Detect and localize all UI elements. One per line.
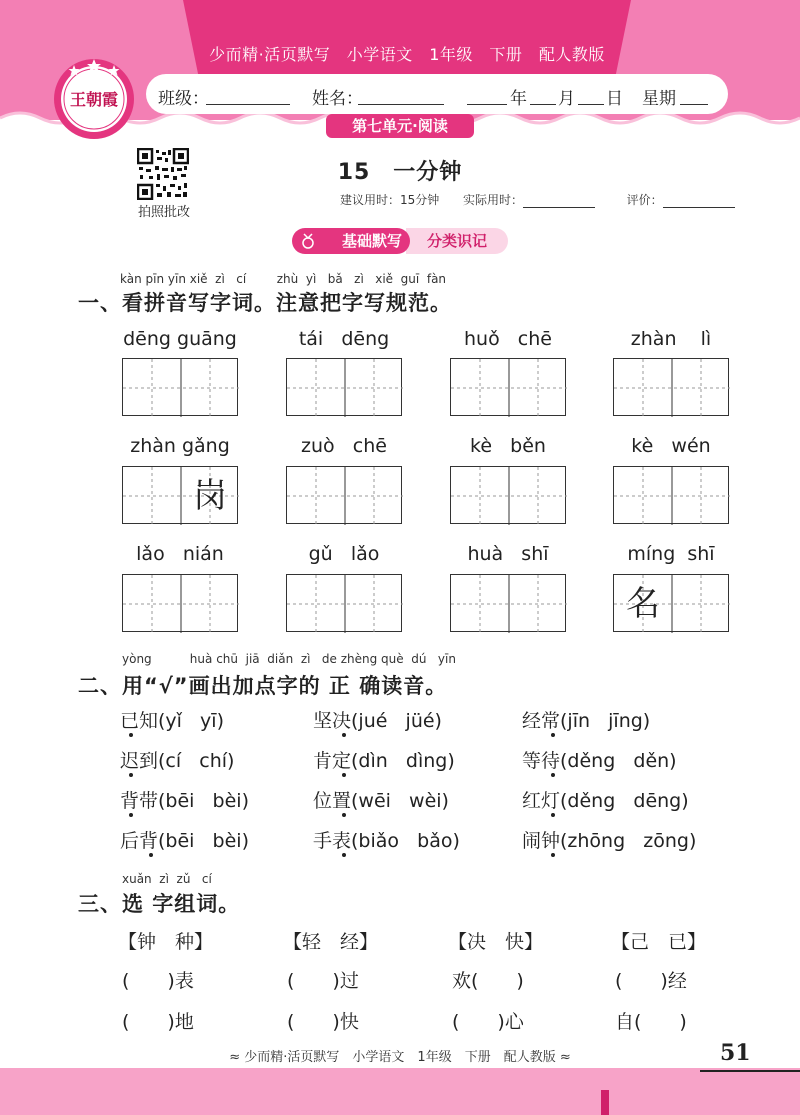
emphasis-dot [551,733,555,737]
footer-bar [0,1068,800,1115]
q1-writing-box[interactable] [122,466,238,524]
q1-box-char [509,467,567,525]
day-label: 日 [606,89,623,109]
unit-tab: 第七单元·阅读 [326,114,474,138]
emphasis-dot [129,733,133,737]
q1-item-pinyin: zhàn lì [630,328,712,350]
timing-row [340,191,735,208]
q2-title: 二、用“√”画出加点字的 正 确读音。 [78,674,448,698]
q1-writing-box[interactable] [286,358,402,416]
emphasis-dot [551,773,555,777]
year-label: 年 [510,89,527,109]
section-tag-left: 基础默写 [292,228,410,254]
q2-item[interactable]: 位置(wēi wèi) [313,790,449,812]
year-blank[interactable] [467,86,507,105]
q2-item[interactable]: 背带(bēi bèi) [120,790,250,812]
q3-fill-blank[interactable]: ( )心 [452,1011,524,1033]
emphasis-dot [551,813,555,817]
q1-pinyin: kàn pīn yīn xiě zì cí zhù yì bǎ zì xiě guī fàn [120,272,447,286]
q1-box-char [287,575,345,633]
q1-item-pinyin: dēng guāng [123,328,237,350]
q1-writing-box[interactable] [450,574,566,632]
q3-fill-blank[interactable]: ( )地 [122,1011,194,1033]
footer-marker [601,1090,609,1115]
series-title: 少而精·活页默写 小学语文 1年级 下册 配人教版 [209,45,605,64]
q3-fill-blank[interactable]: 自( ) [615,1011,687,1033]
qr-label: 拍照批改 [137,205,190,220]
q3-fill-blank[interactable]: ( )表 [122,970,194,992]
q1-box-char [345,359,403,417]
class-blank[interactable] [206,86,290,105]
q1-writing-box[interactable] [122,574,238,632]
q1-item-pinyin: kè běn [470,435,546,457]
qr-code-icon[interactable] [137,148,189,200]
q1-box-char [509,575,567,633]
emphasis-dot [129,813,133,817]
class-label: 班级： [158,89,209,109]
q1-writing-box[interactable] [122,358,238,416]
q1-item-pinyin: huǒ chē [463,328,552,350]
q1-writing-box[interactable] [613,358,729,416]
emphasis-dot [342,853,346,857]
q3-pinyin: xuǎn zì zǔ cí [122,872,212,886]
q3-fill-blank[interactable]: 欢( ) [452,970,524,992]
actual-time-label: 实际用时： [462,193,523,207]
emphasis-dot [129,773,133,777]
week-blank[interactable] [680,86,708,105]
name-label: 姓名： [312,89,363,109]
q1-item-pinyin: kè wén [631,435,711,457]
q1-box-char [123,467,181,525]
suggested-time: 建议用时：15分钟 [340,193,440,207]
q3-group: 【己 已】 [611,931,707,953]
q2-item[interactable]: 等待(děng děn) [522,750,677,772]
logo-text: 王朝霞 [69,90,119,109]
q1-item-pinyin: tái dēng [298,328,390,350]
q1-item-pinyin: zhàn gǎng [130,435,230,457]
q2-item[interactable]: 已知(yǐ yī) [120,710,224,732]
footer-rule [700,1070,800,1072]
q1-item-pinyin: lǎo nián [136,543,224,565]
month-label: 月 [558,89,575,109]
q1-box-char [614,359,672,417]
evaluation-blank[interactable] [663,195,735,208]
q2-item[interactable]: 手表(biǎo bǎo) [313,830,460,852]
q3-fill-blank[interactable]: ( )过 [287,970,359,992]
footer-text: ≈ 少而精·活页默写 小学语文 1年级 下册 配人教版 ≈ [229,1050,571,1065]
q2-item[interactable]: 肯定(dìn dìng) [313,750,455,772]
q1-writing-box[interactable] [613,466,729,524]
q1-box-char [451,575,509,633]
q1-box-char [451,467,509,525]
emphasis-dot [342,813,346,817]
q2-item[interactable]: 坚决(jué jüé) [313,710,442,732]
q1-item-pinyin: huà shī [467,543,549,565]
q1-box-char [345,575,403,633]
q2-item[interactable]: 后背(bēi bèi) [120,830,250,852]
month-blank[interactable] [530,86,556,105]
evaluation-label: 评价： [626,193,663,207]
page-number: 51 [720,1040,751,1066]
q1-box-char [614,467,672,525]
emphasis-dot [342,773,346,777]
emphasis-dot [342,733,346,737]
q1-box-char [672,359,730,417]
q2-item[interactable]: 红灯(děng dēng) [522,790,689,812]
section-tag [292,228,508,254]
q2-item[interactable]: 迟到(cí chí) [120,750,235,772]
q1-title: 一、看拼音写字词。注意把字写规范。 [78,291,452,315]
q1-box-char [287,359,345,417]
brand-logo [50,55,138,143]
q2-item[interactable]: 闹钟(zhōng zōng) [522,830,697,852]
emphasis-dot [551,853,555,857]
medal-icon [300,233,316,249]
name-blank[interactable] [358,86,444,105]
q1-writing-box[interactable] [286,574,402,632]
lesson-title: 15 一分钟 [337,160,463,185]
q1-writing-box[interactable] [450,358,566,416]
q1-box-char [451,359,509,417]
q1-box-char [509,359,567,417]
actual-time-blank[interactable] [523,195,595,208]
q3-group: 【钟 种】 [118,931,214,953]
q3-group: 【轻 经】 [283,931,379,953]
emphasis-dot [149,853,153,857]
q3-fill-blank[interactable]: ( )快 [287,1011,359,1033]
q1-box-char [345,467,403,525]
q1-writing-box[interactable] [286,466,402,524]
q3-group: 【决 快】 [448,931,544,953]
q3-fill-blank[interactable]: ( )经 [615,970,687,992]
q1-box-char [181,359,239,417]
q1-box-char [181,575,239,633]
q1-item-pinyin: gǔ lǎo [308,543,380,565]
section-tag-right: 分类识记 [406,228,508,254]
day-blank[interactable] [578,86,604,105]
week-label: 星期 [642,89,676,109]
q1-box-char [287,467,345,525]
q1-writing-box[interactable] [613,574,729,632]
q1-box-char [123,359,181,417]
q1-item-pinyin: zuò chē [301,435,387,457]
q1-writing-box[interactable] [450,466,566,524]
q1-box-char: 岗 [193,476,227,516]
q1-box-char [123,575,181,633]
q2-pinyin: yòng huà chū jiā diǎn zì de zhèng què dú yīn [122,652,456,666]
q1-box-char [672,575,730,633]
q3-title: 三、选 字组词。 [78,892,241,916]
q2-item[interactable]: 经常(jīn jīng) [522,710,651,732]
q1-box-char: 名 [626,584,660,624]
q1-box-char [672,467,730,525]
q1-item-pinyin: míng shī [627,543,715,565]
